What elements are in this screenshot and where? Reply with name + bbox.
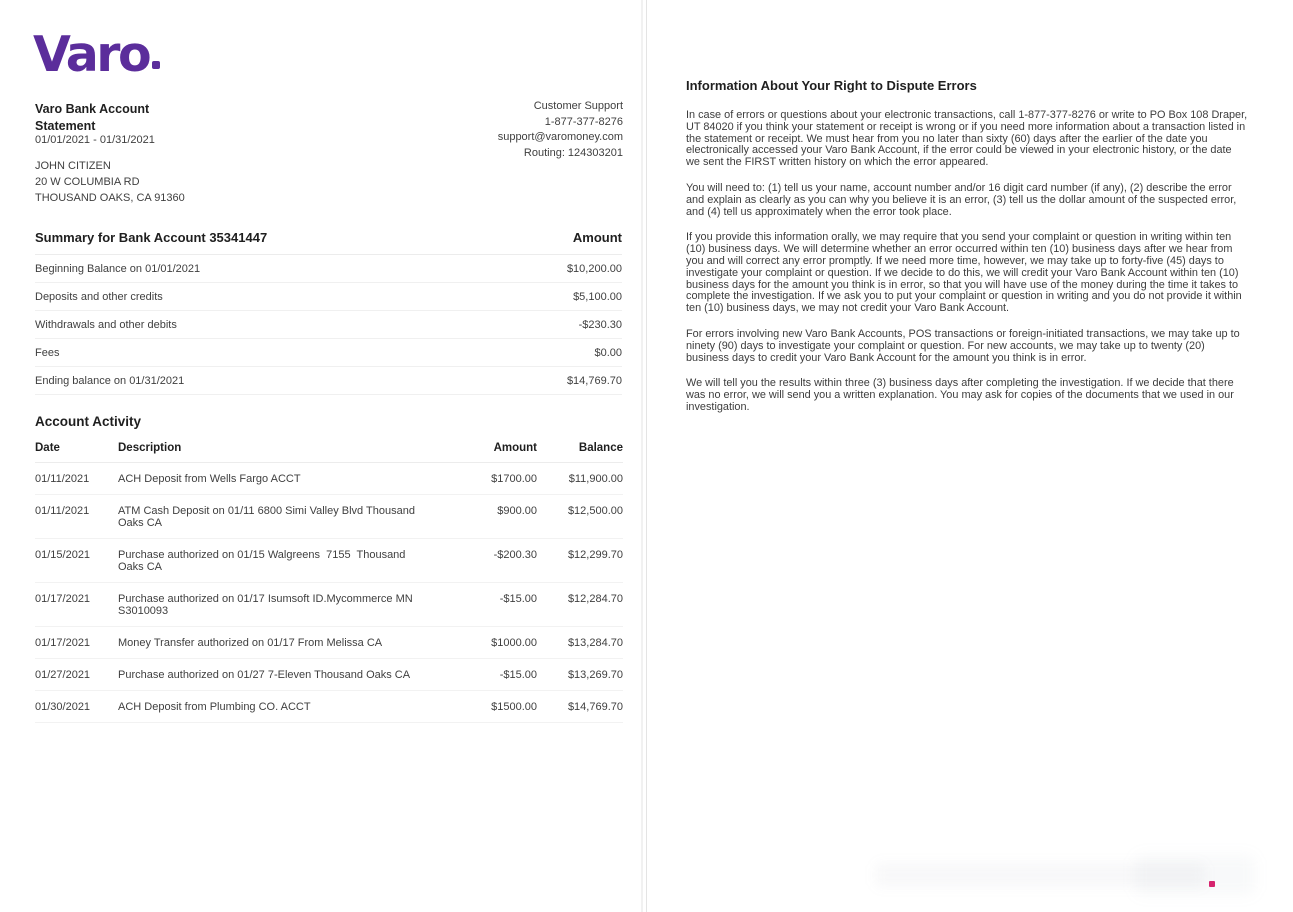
transaction-balance: $12,284.70	[567, 592, 623, 605]
summary-header	[35, 230, 622, 255]
transaction-balance: $13,269.70	[567, 668, 623, 681]
statement-title-line2: Statement	[35, 119, 96, 133]
transaction-description: ATM Cash Deposit on 01/11 6800 Simi Valley Blvd Thousand Oaks CA	[118, 504, 419, 529]
transaction-description: Purchase authorized on 01/15 Walgreens 7155 Thousand Oaks CA	[118, 548, 409, 573]
watermark-smudge	[1135, 855, 1255, 895]
transaction-balance: $12,299.70	[567, 548, 623, 561]
table-row	[35, 583, 623, 627]
table-row	[35, 691, 623, 723]
transaction-amount: $1700.00	[491, 472, 537, 485]
transaction-balance: $11,900.00	[568, 472, 623, 485]
activity-header-amount: Amount	[493, 442, 537, 454]
transaction-balance: $13,284.70	[567, 636, 623, 649]
summary-row-label: Deposits and other credits	[35, 290, 163, 303]
table-row	[35, 539, 623, 583]
customer-address-block	[35, 158, 185, 206]
table-row	[35, 463, 623, 495]
summary-row-amount: -$230.30	[578, 318, 622, 331]
transaction-date: 01/11/2021	[35, 504, 90, 517]
summary-row	[35, 255, 622, 283]
support-phone: 1-877-377-8276	[544, 115, 623, 128]
customer-address-line2: THOUSAND OAKS, CA 91360	[35, 192, 185, 204]
transaction-amount: -$15.00	[499, 592, 537, 605]
transaction-date: 01/17/2021	[35, 592, 91, 605]
page-divider	[641, 0, 643, 912]
activity-header-row	[35, 442, 623, 463]
dispute-paragraph: If you provide this information orally, we may require that you send your complaint or question in writing within ten (10) business days. We will determine whether an error occurred within ten (10) business days after we hear from you and will correct any error promptly. If we need more time, however, we may take up to forty-five (45) days to investigate your complaint or question. If we decide to do this, we will credit your Varo Bank Account within ten (10) business days for the amount you think is in error, so that you will have use of the money during the time it takes to complete the investigation. If we ask you to put your complaint or question in writing and you do not provide it within ten (10) business days, we may not credit your Varo Bank Account.	[686, 231, 1242, 315]
summary-row	[35, 339, 622, 367]
account-activity-section	[35, 414, 623, 723]
summary-row	[35, 311, 622, 339]
transaction-description: Purchase authorized on 01/17 Isumsoft ID.Mycommerce MN S3010093	[118, 592, 416, 617]
dispute-paragraph: For errors involving new Varo Bank Accounts, POS transactions or foreign-initiated transactions, we may take up to ninety (90) days to investigate your complaint or question. For new accounts, we may take up to twenty (20) business days to credit your Varo Bank Account for the amount you think is in error.	[686, 327, 1240, 364]
summary-row-label: Fees	[35, 346, 60, 359]
statement-period: 01/01/2021 - 01/31/2021	[35, 134, 155, 146]
transaction-amount: $900.00	[497, 504, 537, 517]
dispute-paragraph: In case of errors or questions about your electronic transactions, call 1-877-377-8276 or write to PO Box 108 Draper, UT 84020 if you think your statement or receipt is wrong or if you need more information about a transaction listed in the statement or receipt. We must hear from you no later than sixty (60) days after the earlier of the date you electronically accessed your Varo Bank Account, if the error could be viewed in your electronic history, or the date we sent the FIRST written history on which the error appeared.	[686, 109, 1248, 169]
watermark-pink-dot	[1209, 881, 1215, 887]
dispute-errors-title: Information About Your Right to Dispute Errors	[686, 78, 977, 93]
transaction-balance: $12,500.00	[567, 504, 623, 517]
summary-row-amount: $5,100.00	[573, 290, 622, 303]
summary-row-label: Beginning Balance on 01/01/2021	[35, 262, 201, 275]
dispute-errors-section	[686, 78, 1248, 428]
customer-address-line1: 20 W COLUMBIA RD	[35, 176, 140, 188]
summary-title: Summary for Bank Account 35341447	[35, 230, 268, 245]
summary-amount-header: Amount	[572, 230, 622, 245]
account-activity-title: Account Activity	[35, 414, 142, 429]
transaction-amount: $1500.00	[491, 700, 537, 713]
transaction-date: 01/15/2021	[35, 548, 91, 561]
page-divider-edge	[646, 0, 647, 912]
transaction-amount: $1000.00	[491, 636, 537, 649]
transaction-amount: -$15.00	[499, 668, 537, 681]
summary-row-amount: $14,769.70	[566, 374, 622, 387]
transaction-amount: -$200.30	[493, 548, 537, 561]
table-row	[35, 627, 623, 659]
transaction-description: ACH Deposit from Plumbing CO. ACCT	[118, 700, 311, 713]
routing-number: Routing: 124303201	[523, 147, 623, 160]
transaction-date: 01/30/2021	[35, 700, 91, 713]
varo-logo-text: Varo	[33, 26, 150, 83]
customer-name: JOHN CITIZEN	[35, 160, 111, 172]
table-row	[35, 495, 623, 539]
transaction-date: 01/27/2021	[35, 668, 91, 681]
transaction-description: Money Transfer authorized on 01/17 From Melissa CA	[118, 636, 383, 649]
dispute-paragraph: You will need to: (1) tell us your name, account number and/or 16 digit card number (if any), (2) describe the error and explain as clearly as you can why you believe it is an error, (3) tell us the dollar amount of the suspected error, and (4) tell us approximately when the error took place.	[686, 181, 1237, 218]
summary-row	[35, 283, 622, 311]
activity-header-date: Date	[35, 442, 60, 454]
summary-row-label: Withdrawals and other debits	[35, 318, 177, 331]
summary-section	[35, 230, 622, 395]
statement-title-line1: Varo Bank Account	[35, 102, 150, 116]
customer-support-block	[380, 99, 623, 162]
watermark-remnant	[875, 855, 1265, 903]
activity-header-description: Description	[118, 442, 182, 454]
transaction-description: Purchase authorized on 01/27 7-Eleven Thousand Oaks CA	[118, 668, 411, 681]
support-label: Customer Support	[533, 100, 623, 112]
summary-row	[35, 367, 622, 395]
transaction-date: 01/11/2021	[35, 472, 90, 485]
varo-logo	[33, 26, 160, 83]
summary-row-label: Ending balance on 01/31/2021	[35, 374, 185, 387]
summary-row-amount: $10,200.00	[566, 262, 622, 275]
transaction-date: 01/17/2021	[35, 636, 91, 649]
support-email: support@varomoney.com	[497, 131, 623, 144]
statement-title	[35, 101, 149, 135]
activity-header-balance: Balance	[578, 442, 623, 454]
dispute-paragraph: We will tell you the results within three (3) business days after completing the investigation. If we decide that there was no error, we will send you a written explanation. You may ask for copies of the documents that we used in our investigation.	[686, 377, 1234, 413]
logo-period-dot-icon	[152, 61, 160, 69]
transaction-balance: $14,769.70	[567, 700, 623, 713]
table-row	[35, 659, 623, 691]
summary-row-amount: $0.00	[594, 346, 622, 359]
transaction-description: ACH Deposit from Wells Fargo ACCT	[118, 472, 301, 485]
